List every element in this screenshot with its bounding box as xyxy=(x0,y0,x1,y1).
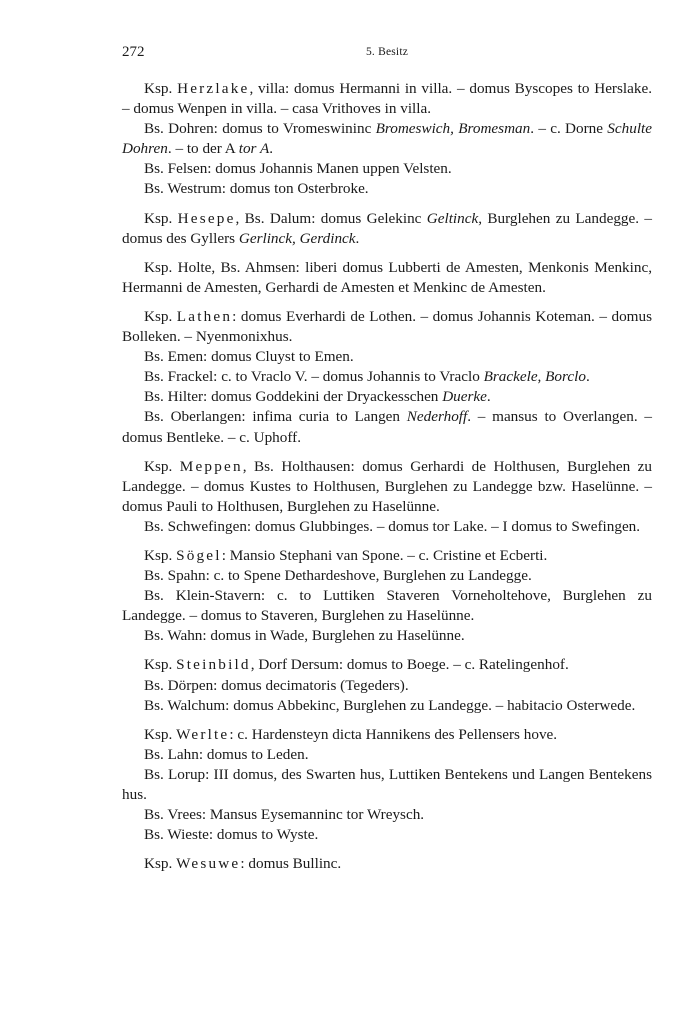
entry-text: Bs. Emen: domus Cluyst to Emen. xyxy=(144,348,354,366)
entry-text: , Bs. Holthausen: domus Gerhardi de Holthusen, Burglehen zu Landegge. – domus Kustes to Holthusen, Burglehen zu Landegge bzw. Haselünne. – domus Pauli to Holthusen, Burglehen zu Haselünne. xyxy=(122,457,652,515)
entry-text: . xyxy=(486,388,491,406)
entry-text: Bs. Vrees: Mansus Eysemanninc tor Wreysch. xyxy=(144,806,425,824)
variant-name: tor A xyxy=(238,140,270,158)
entry-paragraph xyxy=(122,347,652,367)
entry-text: Bs. Klein-Stavern: c. to Luttiken Staveren Vorneholtehove, Burglehen zu Landegge. – domus to Staveren, Burglehen zu Haselünne. xyxy=(122,587,652,625)
entry-paragraph xyxy=(122,745,652,765)
entry-paragraph xyxy=(122,825,652,845)
entry-text: , villa: domus Hermanni in villa. – domus Byscopes to Herslake. – domus Wenpen in villa. – casa Vrithoves in villa. xyxy=(122,80,652,118)
entry-paragraph xyxy=(122,566,652,586)
variant-name: Bromeswich, Bromesman xyxy=(375,120,531,138)
entry-text: Bs. Hilter: domus Goddekini der Dryackesschen xyxy=(144,388,443,406)
entry-text: . – c. Dorne xyxy=(530,120,608,138)
variant-name: Duerke xyxy=(442,388,487,406)
entry-text: Ksp. xyxy=(144,457,180,475)
entry-text: Bs. Wahn: domus in Wade, Burglehen zu Haselünne. xyxy=(144,627,465,645)
entry-text: Bs. Wieste: domus to Wyste. xyxy=(144,826,319,844)
entry-text: . xyxy=(585,368,590,386)
parish-name: Steinbild xyxy=(176,656,251,674)
entry-text: : Mansio Stephani van Spone. – c. Cristine et Ecberti. xyxy=(221,546,548,564)
entry-text: Bs. Dörpen: domus decimatoris (Tegeders). xyxy=(144,676,409,694)
entry-text: . – mansus to Overlangen. – domus Bentleke. – c. Uphoff. xyxy=(122,408,652,446)
entry-paragraph xyxy=(122,517,652,537)
entry-text: : domus Everhardi de Lothen. – domus Johannis Koteman. – domus Bolleken. – Nyenmonixhus. xyxy=(122,307,652,346)
entry-paragraph xyxy=(122,765,652,805)
variant-name: Geltinck xyxy=(426,209,479,227)
running-head: 5. Besitz xyxy=(365,46,409,58)
entry-text: . – to der A xyxy=(167,140,239,158)
entry-paragraph xyxy=(122,307,652,347)
entry-text: Bs. Frackel: c. to Vraclo V. – domus Johannis to Vraclo xyxy=(144,368,484,386)
parish-name: Sögel xyxy=(176,546,222,564)
parish-name: Hesepe xyxy=(177,209,236,227)
entry-paragraph xyxy=(122,655,652,675)
variant-name: Nederhoff xyxy=(406,408,468,426)
entry-text: Bs. Spahn: c. to Spene Dethardeshove, Burglehen zu Landegge. xyxy=(144,567,532,585)
entry-text: Ksp. xyxy=(144,80,178,97)
entry-paragraph xyxy=(122,725,652,745)
entry-text: : domus Bullinc. xyxy=(240,855,342,873)
entry-text: , Dorf Dersum: domus to Boege. – c. Ratelingenhof. xyxy=(250,656,569,674)
entry-text: , Bs. Dalum: domus Gelekinc xyxy=(235,209,427,227)
entry-paragraph xyxy=(122,676,652,696)
variant-name: Brackele, Borclo xyxy=(483,368,586,386)
entry-text: Bs. Westrum: domus ton Osterbroke. xyxy=(144,180,369,198)
entry-paragraph xyxy=(122,159,652,179)
entry-paragraph xyxy=(122,387,652,407)
page-header xyxy=(122,44,652,66)
parish-name: Meppen xyxy=(179,457,243,475)
entry-paragraph xyxy=(122,119,652,159)
entry-text: Bs. Dohren: domus to Vromeswininc xyxy=(144,120,376,138)
entry-text: Bs. Walchum: domus Abbekinc, Burglehen zu Landegge. – habitacio Osterwede. xyxy=(144,696,636,714)
variant-name: Schulte Dohren xyxy=(122,120,652,158)
entry-text: Bs. Oberlangen: infima curia to Langen xyxy=(144,408,407,426)
entry-paragraph xyxy=(122,258,652,298)
entry-text: . xyxy=(355,229,360,247)
entry-text: Ksp. xyxy=(144,725,177,743)
entry-paragraph xyxy=(122,179,652,199)
entry-paragraph xyxy=(122,457,652,517)
body-text xyxy=(122,79,652,874)
entry-paragraph xyxy=(122,546,652,566)
entry-text: , Burglehen zu Landegge. – domus des Gyllers xyxy=(122,209,653,247)
entry-text: Ksp. xyxy=(144,209,178,227)
entry-text: Bs. Lahn: domus to Leden. xyxy=(144,745,309,763)
entry-paragraph xyxy=(122,586,652,626)
entry-text: Ksp. xyxy=(144,307,177,325)
entry-paragraph xyxy=(122,367,652,387)
entry-paragraph xyxy=(122,79,652,119)
entry-paragraph xyxy=(122,696,652,716)
parish-name: Lathen xyxy=(176,307,233,325)
entry-text: Bs. Schwefingen: domus Glubbinges. – domus tor Lake. – I domus to Swefingen. xyxy=(144,517,641,535)
entry-paragraph xyxy=(122,407,652,447)
entry-paragraph xyxy=(122,209,652,249)
entry-text: : c. Hardensteyn dicta Hannikens des Pellensers hove. xyxy=(229,725,558,743)
entry-text: Ksp. xyxy=(144,546,177,564)
entry-text: Ksp. Holte, Bs. Ahmsen: liberi domus Lubberti de Amesten, Menkonis Menkinc, Hermanni de Amesten, Gerhardi de Amesten et Menkinc de Amesten. xyxy=(122,258,652,296)
parish-name: Werlte xyxy=(176,725,230,743)
entry-text: Bs. Felsen: domus Johannis Manen uppen Velsten. xyxy=(144,160,452,178)
page-number: 272 xyxy=(122,44,145,60)
entry-text: Bs. Lorup: III domus, des Swarten hus, Luttiken Bentekens und Langen Bentekens hus. xyxy=(122,765,652,803)
entry-paragraph xyxy=(122,626,652,646)
entry-paragraph xyxy=(122,854,652,874)
parish-name: Herzlake xyxy=(177,80,250,97)
parish-name: Wesuwe xyxy=(176,855,241,873)
variant-name: Gerlinck, Gerdinck xyxy=(238,229,356,247)
entry-paragraph xyxy=(122,805,652,825)
entry-text: Ksp. xyxy=(144,656,177,674)
entry-text: . xyxy=(269,140,274,158)
entry-text: Ksp. xyxy=(144,855,177,873)
